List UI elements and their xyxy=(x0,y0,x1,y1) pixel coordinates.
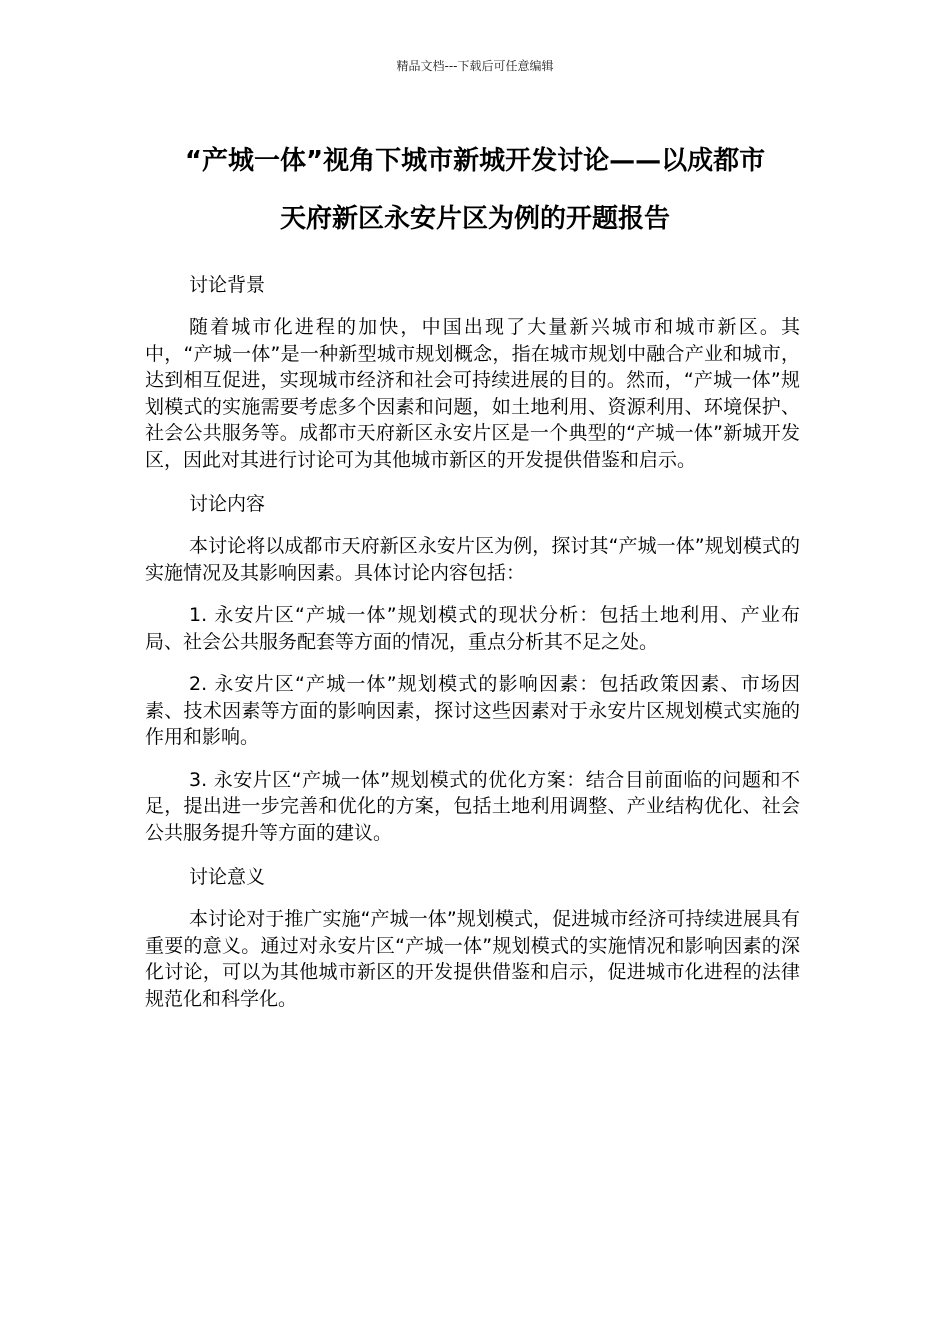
section-heading-significance: 讨论意义 xyxy=(189,866,266,888)
document-body xyxy=(145,270,800,1028)
section-heading-content: 讨论内容 xyxy=(189,493,266,515)
document-title-line-1: “产城一体”视角下城市新城开发讨论——以成都市 xyxy=(184,146,766,176)
content-item-3: 3. 永安片区“产城一体”规划模式的优化方案：结合目前面临的问题和不足，提出进一步完善和优化的方案，包括土地利用调整、产业结构优化、社会公共服务提升等方面的建议。 xyxy=(145,768,800,844)
background-paragraph: 随着城市化进程的加快，中国出现了大量新兴城市和城市新区。其中，“产城一体”是一种新型城市规划概念，指在城市规划中融合产业和城市，达到相互促进，实现城市经济和社会可持续进展的目的。然而，“产城一体”规划模式的实施需要考虑多个因素和问题，如土地利用、资源利用、环境保护、社会公共服务等。成都市天府新区永安片区是一个典型的“产城一体”新城开发区，因此对其进行讨论可为其他城市新区的开发提供借鉴和启示。 xyxy=(145,316,800,471)
document-title-line-2: 天府新区永安片区为例的开题报告 xyxy=(279,204,670,234)
content-item-2: 2. 永安片区“产城一体”规划模式的影响因素：包括政策因素、市场因素、技术因素等方面的影响因素，探讨这些因素对于永安片区规划模式实施的作用和影响。 xyxy=(145,673,800,748)
document-title xyxy=(130,132,820,248)
content-intro-paragraph: 本讨论将以成都市天府新区永安片区为例，探讨其“产城一体”规划模式的实施情况及其影响因素。具体讨论内容包括： xyxy=(145,535,800,584)
section-heading-background: 讨论背景 xyxy=(189,274,266,296)
content-item-1: 1. 永安片区“产城一体”规划模式的现状分析：包括土地利用、产业布局、社会公共服务配套等方面的情况，重点分析其不足之处。 xyxy=(145,604,800,653)
page-header: 精品文档---下载后可任意编辑 xyxy=(396,59,554,73)
significance-paragraph: 本讨论对于推广实施“产城一体”规划模式，促进城市经济可持续进展具有重要的意义。通过对永安片区“产城一体”规划模式的实施情况和影响因素的深化讨论，可以为其他城市新区的开发提供借鉴和启示，促进城市化进程的法律规范化和科学化。 xyxy=(145,908,800,1010)
